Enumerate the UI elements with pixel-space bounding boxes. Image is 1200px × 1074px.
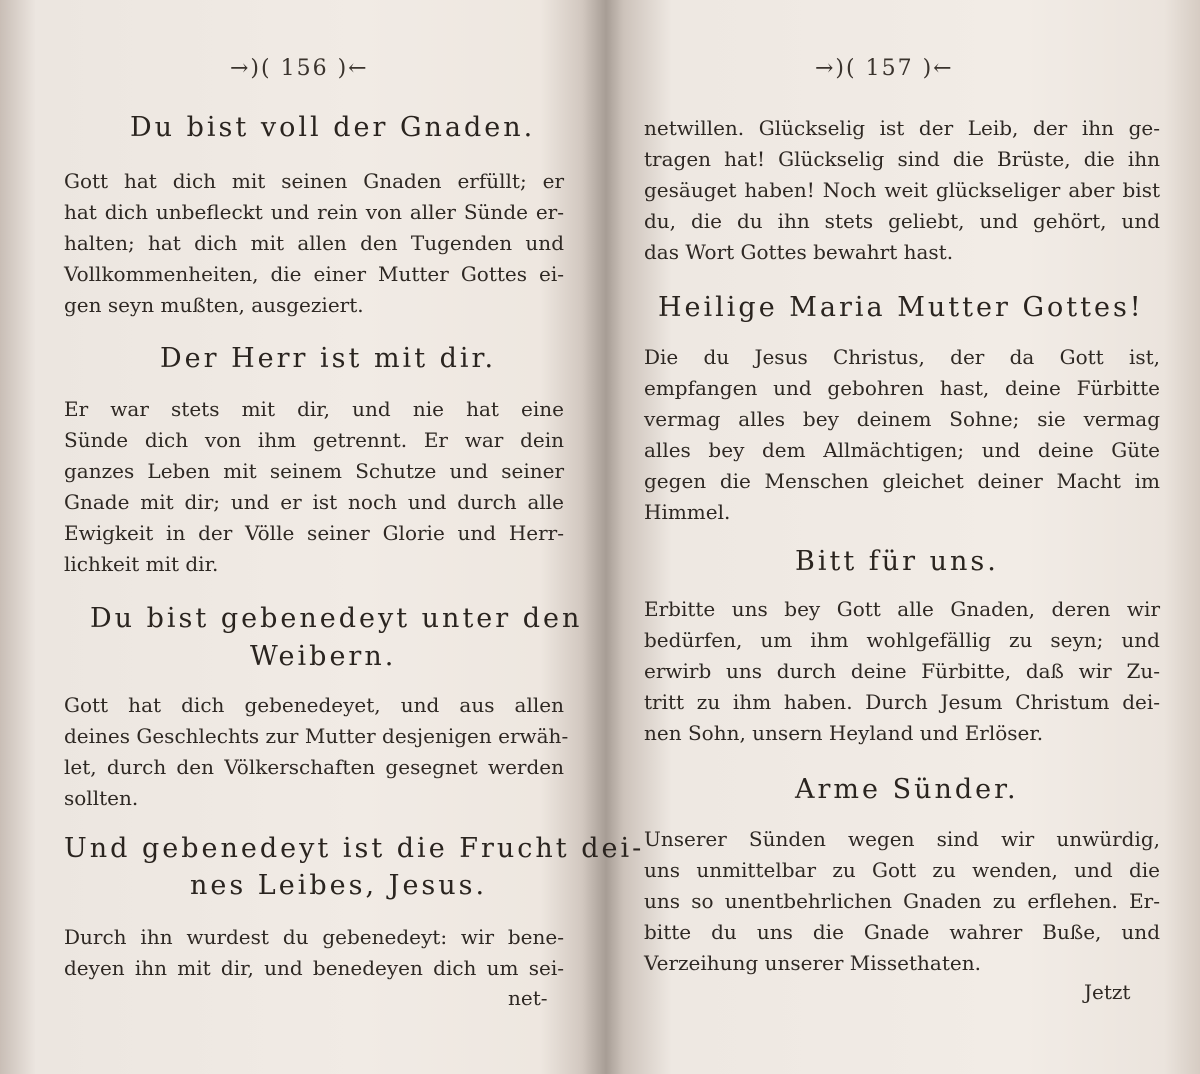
text-line: Sünde dich von ihm getrennt. Er war dein [64, 428, 564, 452]
catchword: net- [508, 986, 548, 1010]
text-line: Durch ihn wurdest du gebenedeyt: wir bene- [64, 925, 564, 949]
text-line: sollten. [64, 786, 139, 810]
page-number: →)( 157 )← [815, 56, 954, 81]
paragraph [64, 922, 564, 984]
section-heading: Arme Sünder. [795, 774, 1019, 805]
paragraph [64, 690, 569, 814]
paragraph [64, 166, 564, 321]
text-line: lichkeit mit dir. [64, 552, 219, 576]
text-line: gegen die Menschen gleichet deiner Macht im [644, 469, 1160, 493]
text-line: Ewigkeit in der Völle seiner Glorie und Herr- [64, 521, 564, 545]
text-line: vermag alles bey deinem Sohne; sie vermag [644, 407, 1160, 431]
text-line: gen seyn mußten, ausgeziert. [64, 293, 364, 317]
section-heading: Bitt für uns. [795, 546, 999, 577]
section-heading: Du bist gebenedeyt unter den [90, 603, 583, 634]
text-line: uns so unentbehrlichen Gnaden zu erflehen. Er- [644, 889, 1160, 913]
text-line: Gott hat dich mit seinen Gnaden erfüllt; er [64, 169, 564, 193]
right-page [610, 0, 1200, 1074]
section-heading: Weibern. [250, 641, 397, 672]
paragraph [644, 594, 1160, 749]
text-line: Er war stets mit dir, und nie hat eine [64, 397, 564, 421]
text-line: Verzeihung unserer Missethaten. [644, 951, 981, 975]
text-line: Unserer Sünden wegen sind wir unwürdig, [644, 827, 1160, 851]
text-line: Vollkommenheiten, die einer Mutter Gottes ei- [64, 262, 564, 286]
text-line: ganzes Leben mit seinem Schutze und seiner [64, 459, 564, 483]
text-line: du, die du ihn stets geliebt, und gehört, und [644, 209, 1160, 233]
text-line: empfangen und gebohren hast, deine Fürbitte [644, 376, 1160, 400]
catchword: Jetzt [1084, 980, 1131, 1004]
section-heading: Und gebenedeyt ist die Frucht dei- [64, 833, 645, 864]
text-line: hat dich unbefleckt und rein von aller Sünde er- [64, 200, 564, 224]
text-line: deines Geschlechts zur Mutter desjenigen erwäh- [64, 724, 569, 748]
paragraph [64, 394, 564, 580]
text-line: Erbitte uns bey Gott alle Gnaden, deren wir [644, 597, 1160, 621]
text-line: Gott hat dich gebenedeyet, und aus allen [64, 693, 564, 717]
paragraph [644, 342, 1160, 528]
text-line: uns unmittelbar zu Gott zu wenden, und die [644, 858, 1160, 882]
page-number: →)( 156 )← [230, 56, 369, 81]
section-heading: Du bist voll der Gnaden. [130, 112, 536, 143]
text-line: netwillen. Glückselig ist der Leib, der ihn ge- [644, 116, 1160, 140]
text-line: bedürfen, um ihm wohlgefällig zu seyn; und [644, 628, 1160, 652]
text-line: erwirb uns durch deine Fürbitte, daß wir Zu- [644, 659, 1160, 683]
section-heading: nes Leibes, Jesus. [190, 870, 488, 901]
text-line: tritt zu ihm haben. Durch Jesum Christum dei- [644, 690, 1160, 714]
section-heading: Heilige Maria Mutter Gottes! [658, 292, 1144, 323]
paragraph [644, 113, 1160, 268]
text-line: let, durch den Völkerschaften gesegnet werden [64, 755, 564, 779]
text-line: Himmel. [644, 500, 731, 524]
text-line: Gnade mit dir; und er ist noch und durch alle [64, 490, 564, 514]
text-line: das Wort Gottes bewahrt hast. [644, 240, 954, 264]
text-line: halten; hat dich mit allen den Tugenden und [64, 231, 564, 255]
text-line: deyen ihn mit dir, und benedeyen dich um sei- [64, 956, 564, 980]
text-line: alles bey dem Allmächtigen; und deine Güte [644, 438, 1160, 462]
text-line: bitte du uns die Gnade wahrer Buße, und [644, 920, 1160, 944]
text-line: tragen hat! Glückselig sind die Brüste, die ihn [644, 147, 1160, 171]
section-heading: Der Herr ist mit dir. [160, 343, 497, 374]
paragraph [644, 824, 1160, 979]
text-line: gesäuget haben! Noch weit glückseliger aber bist [644, 178, 1160, 202]
text-line: Die du Jesus Christus, der da Gott ist, [644, 345, 1160, 369]
text-line: nen Sohn, unsern Heyland und Erlöser. [644, 721, 1044, 745]
